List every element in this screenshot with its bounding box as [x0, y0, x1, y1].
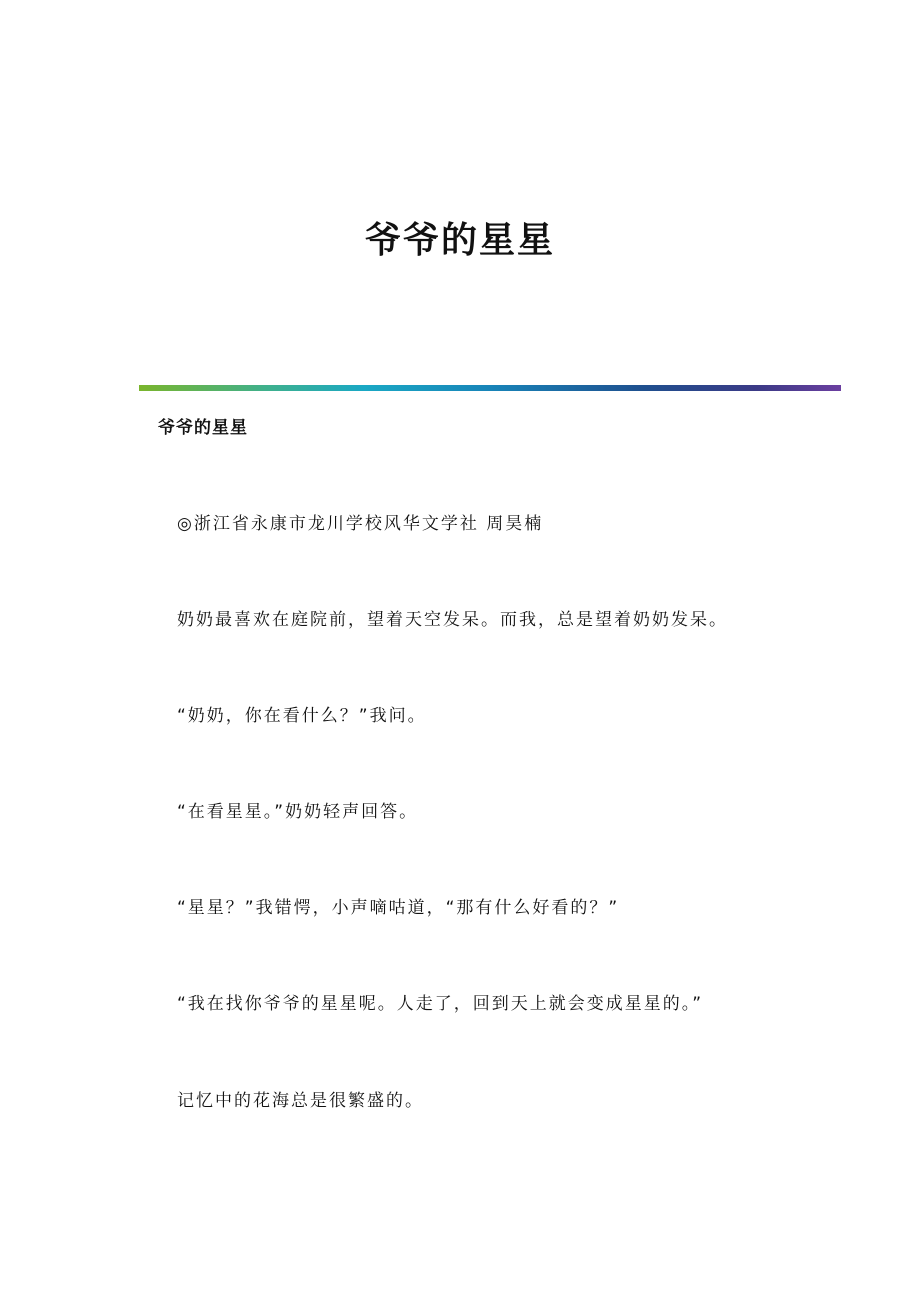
- body-paragraph: “我在找你爷爷的星星呢。人走了，回到天上就会变成星星的。”: [177, 994, 704, 1014]
- body-paragraph: “在看星星。”奶奶轻声回答。: [177, 802, 419, 822]
- section-heading: 爷爷的星星: [158, 418, 248, 438]
- gradient-divider: [139, 385, 841, 391]
- document-title: 爷爷的星星: [364, 219, 555, 261]
- body-paragraph: 奶奶最喜欢在庭院前，望着天空发呆。而我，总是望着奶奶发呆。: [177, 610, 728, 630]
- body-paragraph: “星星？”我错愕，小声嘀咕道，“那有什么好看的？”: [177, 898, 620, 918]
- body-paragraph: “奶奶，你在看什么？”我问。: [177, 706, 427, 726]
- body-paragraph: 记忆中的花海总是很繁盛的。: [177, 1091, 424, 1111]
- byline-paragraph: ◎浙江省永康市龙川学校风华文学社 周昊楠: [177, 514, 544, 534]
